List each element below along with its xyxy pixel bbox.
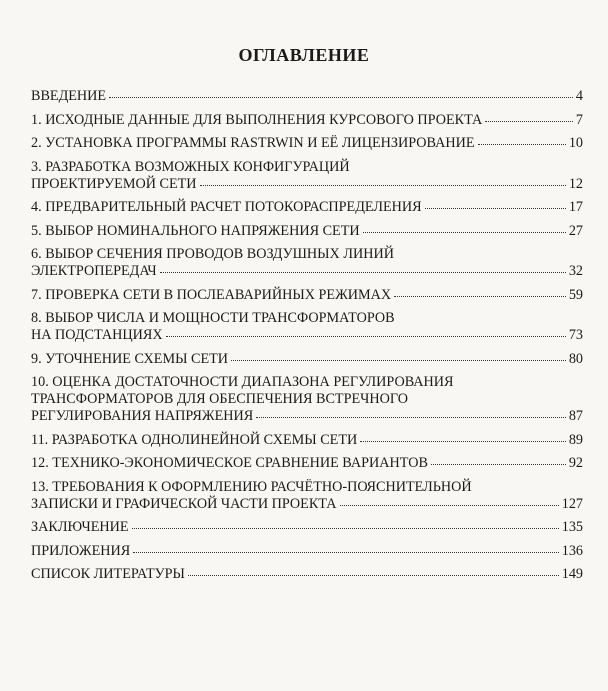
- dot-leader: [132, 527, 559, 529]
- dot-leader: [394, 295, 566, 297]
- dot-leader: [360, 440, 566, 442]
- toc-entry[interactable]: [31, 351, 583, 368]
- toc-entry-title: ЗАПИСКИ И ГРАФИЧЕСКОЙ ЧАСТИ ПРОЕКТА: [31, 495, 337, 512]
- dot-leader: [340, 504, 559, 506]
- toc-entry[interactable]: [31, 135, 583, 152]
- toc-entry-title-line: 8. ВЫБОР ЧИСЛА И МОЩНОСТИ ТРАНСФОРМАТОРОВ: [31, 310, 395, 326]
- toc-entry-last-line: [31, 543, 583, 560]
- toc-entry[interactable]: [31, 432, 583, 449]
- toc-page-number: 136: [561, 542, 583, 559]
- toc-entry-title-line: 10. ОЦЕНКА ДОСТАТОЧНОСТИ ДИАПАЗОНА РЕГУЛИРОВАНИЯ: [31, 374, 454, 390]
- toc-entry-title-line: ТРАНСФОРМАТОРОВ ДЛЯ ОБЕСПЕЧЕНИЯ ВСТРЕЧНОГО: [31, 391, 408, 407]
- toc-page-number: 7: [575, 111, 583, 128]
- dot-leader: [431, 463, 566, 465]
- toc-entry-last-line: [31, 263, 583, 280]
- toc-entry-title: 5. ВЫБОР НОМИНАЛЬНОГО НАПРЯЖЕНИЯ СЕТИ: [31, 222, 360, 239]
- toc-entry-title: 12. ТЕХНИКО-ЭКОНОМИЧЕСКОЕ СРАВНЕНИЕ ВАРИАНТОВ: [31, 455, 428, 471]
- dot-leader: [363, 231, 566, 233]
- toc-entry-last-line: [31, 351, 583, 368]
- toc-entry-last-line: [31, 455, 583, 472]
- toc-entry[interactable]: [31, 479, 583, 513]
- table-of-contents: [31, 88, 583, 590]
- dot-leader: [425, 207, 566, 209]
- toc-page-number: 149: [561, 566, 583, 582]
- toc-entry-title: 11. РАЗРАБОТКА ОДНОЛИНЕЙНОЙ СХЕМЫ СЕТИ: [31, 431, 358, 448]
- toc-page-number: 127: [561, 495, 583, 512]
- toc-page-number: 59: [568, 286, 583, 303]
- toc-page-number: 89: [568, 431, 583, 448]
- toc-entry[interactable]: [31, 455, 583, 472]
- toc-entry[interactable]: [31, 543, 583, 560]
- toc-entry-last-line: [31, 408, 583, 425]
- toc-entry-last-line: [31, 223, 583, 240]
- toc-entry-title: НА ПОДСТАНЦИЯХ: [31, 327, 163, 343]
- toc-entry-title: 7. ПРОВЕРКА СЕТИ В ПОСЛЕАВАРИЙНЫХ РЕЖИМАХ: [31, 286, 392, 303]
- toc-entry[interactable]: [31, 246, 583, 280]
- toc-entry[interactable]: [31, 566, 583, 583]
- dot-leader: [256, 416, 566, 418]
- toc-page-number: 4: [575, 88, 583, 104]
- toc-entry-title: СПИСОК ЛИТЕРАТУРЫ: [31, 566, 185, 582]
- toc-entry[interactable]: [31, 287, 583, 304]
- toc-page-number: 27: [568, 222, 583, 239]
- toc-entry[interactable]: [31, 199, 583, 216]
- toc-entry-last-line: [31, 199, 583, 216]
- toc-entry-last-line: [31, 287, 583, 304]
- toc-page-number: 17: [568, 199, 583, 215]
- dot-leader: [109, 96, 573, 98]
- toc-page-number: 80: [568, 350, 583, 367]
- toc-page-number: 73: [568, 327, 583, 343]
- dot-leader: [231, 359, 566, 361]
- toc-entry-title: ПРОЕКТИРУЕМОЙ СЕТИ: [31, 175, 197, 192]
- toc-entry-last-line: [31, 519, 583, 536]
- toc-entry-title-line: 6. ВЫБОР СЕЧЕНИЯ ПРОВОДОВ ВОЗДУШНЫХ ЛИНИЙ: [31, 246, 394, 262]
- toc-entry[interactable]: [31, 159, 583, 193]
- toc-entry[interactable]: [31, 112, 583, 129]
- toc-entry[interactable]: [31, 88, 583, 105]
- toc-entry-title: 4. ПРЕДВАРИТЕЛЬНЫЙ РАСЧЕТ ПОТОКОРАСПРЕДЕЛЕНИЯ: [31, 199, 422, 215]
- toc-entry-title: РЕГУЛИРОВАНИЯ НАПРЯЖЕНИЯ: [31, 408, 254, 424]
- toc-entry-last-line: [31, 135, 583, 152]
- toc-entry-title: ЭЛЕКТРОПЕРЕДАЧ: [31, 263, 157, 279]
- toc-entry-last-line: [31, 88, 583, 105]
- dot-leader: [478, 143, 566, 145]
- toc-entry-title: 2. УСТАНОВКА ПРОГРАММЫ RASTRWIN И ЕЁ ЛИЦЕНЗИРОВАНИЕ: [31, 135, 475, 151]
- toc-entry-title: ЗАКЛЮЧЕНИЕ: [31, 519, 129, 535]
- dot-leader: [200, 184, 566, 186]
- dot-leader: [166, 335, 566, 337]
- toc-entry-last-line: [31, 327, 583, 344]
- toc-entry-title: ПРИЛОЖЕНИЯ: [31, 542, 131, 559]
- toc-page-number: 32: [568, 263, 583, 279]
- toc-entry-title: 9. УТОЧНЕНИЕ СХЕМЫ СЕТИ: [31, 350, 229, 367]
- toc-page-number: 135: [561, 519, 583, 535]
- toc-entry-title-line: 3. РАЗРАБОТКА ВОЗМОЖНЫХ КОНФИГУРАЦИЙ: [31, 158, 350, 175]
- toc-entry-title-line: 13. ТРЕБОВАНИЯ К ОФОРМЛЕНИЮ РАСЧЁТНО-ПОЯСНИТЕЛЬНОЙ: [31, 478, 472, 495]
- dot-leader: [133, 551, 558, 553]
- toc-page-number: 92: [568, 455, 583, 471]
- toc-entry[interactable]: [31, 519, 583, 536]
- toc-entry-last-line: [31, 112, 583, 129]
- page-title: ОГЛАВЛЕНИЕ: [238, 45, 370, 65]
- toc-entry-last-line: [31, 176, 583, 193]
- toc-page-number: 12: [568, 175, 583, 192]
- toc-entry-last-line: [31, 496, 583, 513]
- toc-entry-title: 1. ИСХОДНЫЕ ДАННЫЕ ДЛЯ ВЫПОЛНЕНИЯ КУРСОВОГО ПРОЕКТА: [31, 111, 483, 128]
- toc-entry-last-line: [31, 432, 583, 449]
- toc-entry[interactable]: [31, 374, 583, 425]
- dot-leader: [160, 271, 566, 273]
- dot-leader: [485, 120, 573, 122]
- toc-entry[interactable]: [31, 310, 583, 344]
- toc-page-number: 87: [568, 408, 583, 424]
- toc-entry[interactable]: [31, 223, 583, 240]
- dot-leader: [188, 574, 559, 576]
- toc-page-number: 10: [568, 135, 583, 151]
- toc-entry-title: ВВЕДЕНИЕ: [31, 88, 107, 104]
- toc-entry-last-line: [31, 566, 583, 583]
